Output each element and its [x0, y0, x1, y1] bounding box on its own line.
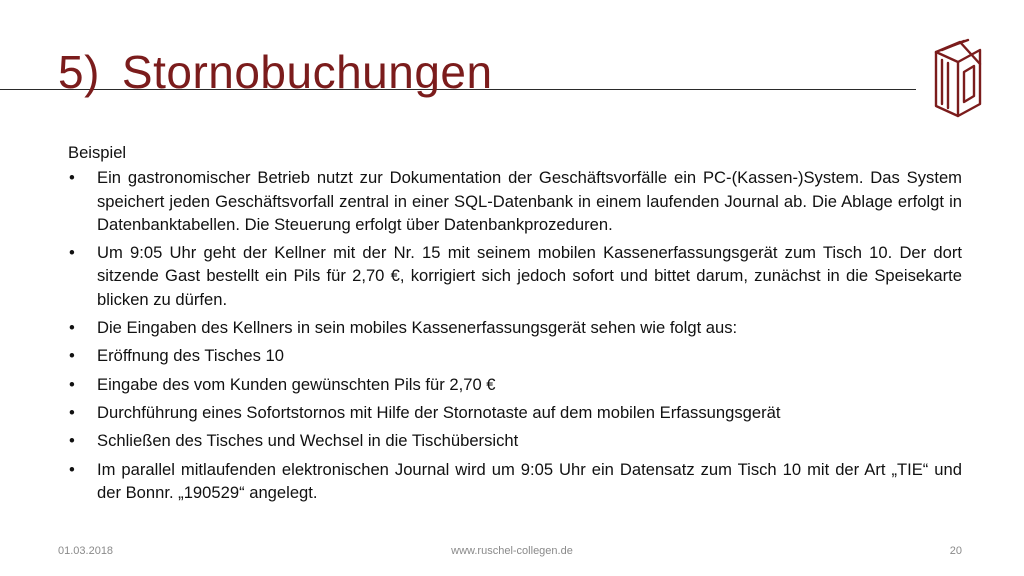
footer-website: www.ruschel-collegen.de — [451, 545, 573, 557]
bullet-item: • Um 9:05 Uhr geht der Kellner mit der Nr. 15 mit seinem mobilen Kassenerfassungsgerät zum Tisch 10. Der dort sitzende Gast bestellt ein Pils für 2,70 €, korrigiert sich jedoch sofort und bittet darum, zunächst in die Speisekarte blicken zu dürfen. — [68, 241, 962, 311]
intro-heading: Beispiel — [68, 143, 127, 162]
title-number: 5) — [58, 46, 100, 98]
bullet-item: • Im parallel mitlaufenden elektronischen Journal wird um 9:05 Uhr ein Datensatz zum Tisch 10 mit der Art „TIE“ und der Bonnr. „190529“ angelegt. — [68, 458, 962, 505]
footer-page-number: 20 — [949, 545, 962, 557]
footer-date: 01.03.2018 — [58, 545, 114, 557]
books-icon — [930, 38, 984, 120]
slide-body — [68, 141, 962, 509]
bullet-item: • Eröffnung des Tisches 10 — [68, 344, 962, 367]
bullet-item: • Ein gastronomischer Betrieb nutzt zur Dokumentation der Geschäftsvorfälle ein PC-(Kassen-)System. Das System speichert jeden Geschäftsvorfall zentral in einer SQL-Datenbank in einem laufenden Journal ab. Die Ablage erfolgt in Datenbanktabellen. Die Steuerung erfolgt über Datenbankprozeduren. — [68, 166, 962, 236]
bullet-item: • Eingabe des vom Kunden gewünschten Pils für 2,70 € — [68, 373, 962, 396]
bullet-list — [68, 166, 962, 504]
bullet-item: • Schließen des Tisches und Wechsel in die Tischübersicht — [68, 429, 962, 452]
title-text: Stornobuchungen — [121, 46, 493, 98]
page-title — [58, 44, 493, 100]
bullet-item: • Durchführung eines Sofortstornos mit Hilfe der Stornotaste auf dem mobilen Erfassungsgerät — [68, 401, 962, 424]
bullet-item: • Die Eingaben des Kellners in sein mobiles Kassenerfassungsgerät sehen wie folgt aus: — [68, 316, 962, 339]
